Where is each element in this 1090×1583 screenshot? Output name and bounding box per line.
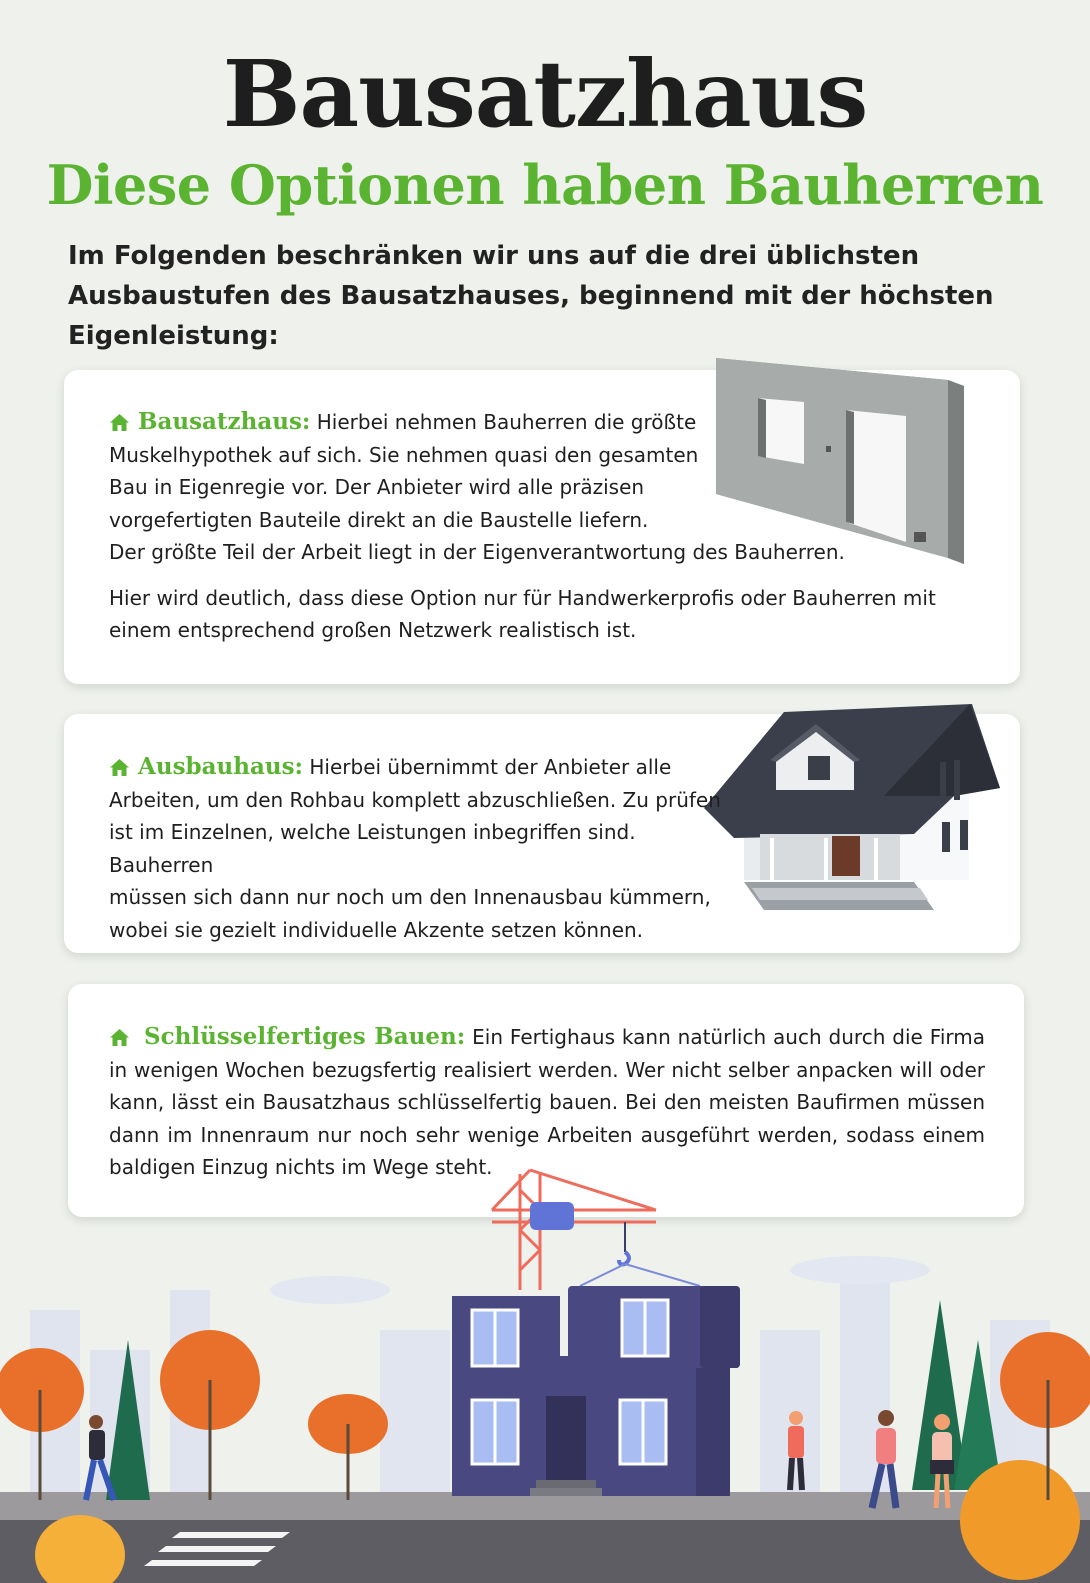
page-title: Bausatzhaus: [222, 40, 868, 148]
house-illustration: [704, 700, 1004, 920]
card-1-note: Hier wird deutlich, dass diese Option nur für Handwerkerprofis oder Bauherren mit einem entsprechend großen Netzwerk realistisch ist.: [109, 585, 936, 642]
card-1-line-1: Hierbei nehmen Bauherren die größte: [316, 410, 697, 434]
card-2-term: Ausbauhaus:: [138, 753, 304, 780]
card-1-line-5: Der größte Teil der Arbeit liegt in der Eigenverantwortung des Bauherren.: [109, 540, 845, 564]
card-3-term: Schlüsselfertiges Bauen:: [144, 1023, 466, 1050]
card-1-term: Bausatzhaus:: [138, 408, 311, 435]
card-1-body: [109, 406, 979, 647]
card-3-text: Ein Fertighaus kann natürlich auch durch die Firma in wenigen Wochen bezugsfertig realisiert werden. Wer nicht selber anpacken will oder kann, lässt ein Bausatzhaus schlüsselfertig bauen. Bei den meisten Baufirmen müssen dann im Innenraum nur noch sehr wenige Arbeiten ausgeführt werden, sodass einem baldigen Einzug nichts im Wege steht.: [109, 1025, 985, 1179]
card-2-line-4: müssen sich dann nur noch um den Innenausbau kümmern,: [109, 885, 711, 909]
card-2-line-1: Hierbei übernimmt der Anbieter alle: [309, 755, 672, 779]
card-1-line-4: vorgefertigten Bauteile direkt an die Baustelle liefern.: [109, 507, 649, 532]
card-2-line-3: ist im Einzelnen, welche Leistungen inbegriffen sind. Bauherren: [109, 820, 636, 877]
sidewalk: [0, 1492, 1090, 1522]
card-2-line-5: wobei sie gezielt individuelle Akzente setzen können.: [109, 917, 644, 942]
card-2-body: [109, 751, 729, 946]
construction-scene-illustration: [0, 1160, 1090, 1583]
crane-cabin: [530, 1202, 574, 1230]
card-1-line-2: Muskelhypothek auf sich. Sie nehmen quasi den gesamten: [109, 442, 699, 467]
card-2-line-2: Arbeiten, um den Rohbau komplett abzuschließen. Zu prüfen: [109, 787, 721, 812]
intro-text: Im Folgenden beschränken wir uns auf die drei üblichsten Ausbaustufen des Bausatzhauses, beginnend mit der höchsten Eigenleistung:: [68, 241, 994, 351]
page-subtitle: Diese Optionen haben Bauherren: [46, 153, 1044, 217]
crane-icon: [492, 1170, 656, 1290]
building-icon: [452, 1286, 740, 1496]
card-1-line-3: Bau in Eigenregie vor. Der Anbieter wird alle präzisen: [109, 475, 645, 499]
